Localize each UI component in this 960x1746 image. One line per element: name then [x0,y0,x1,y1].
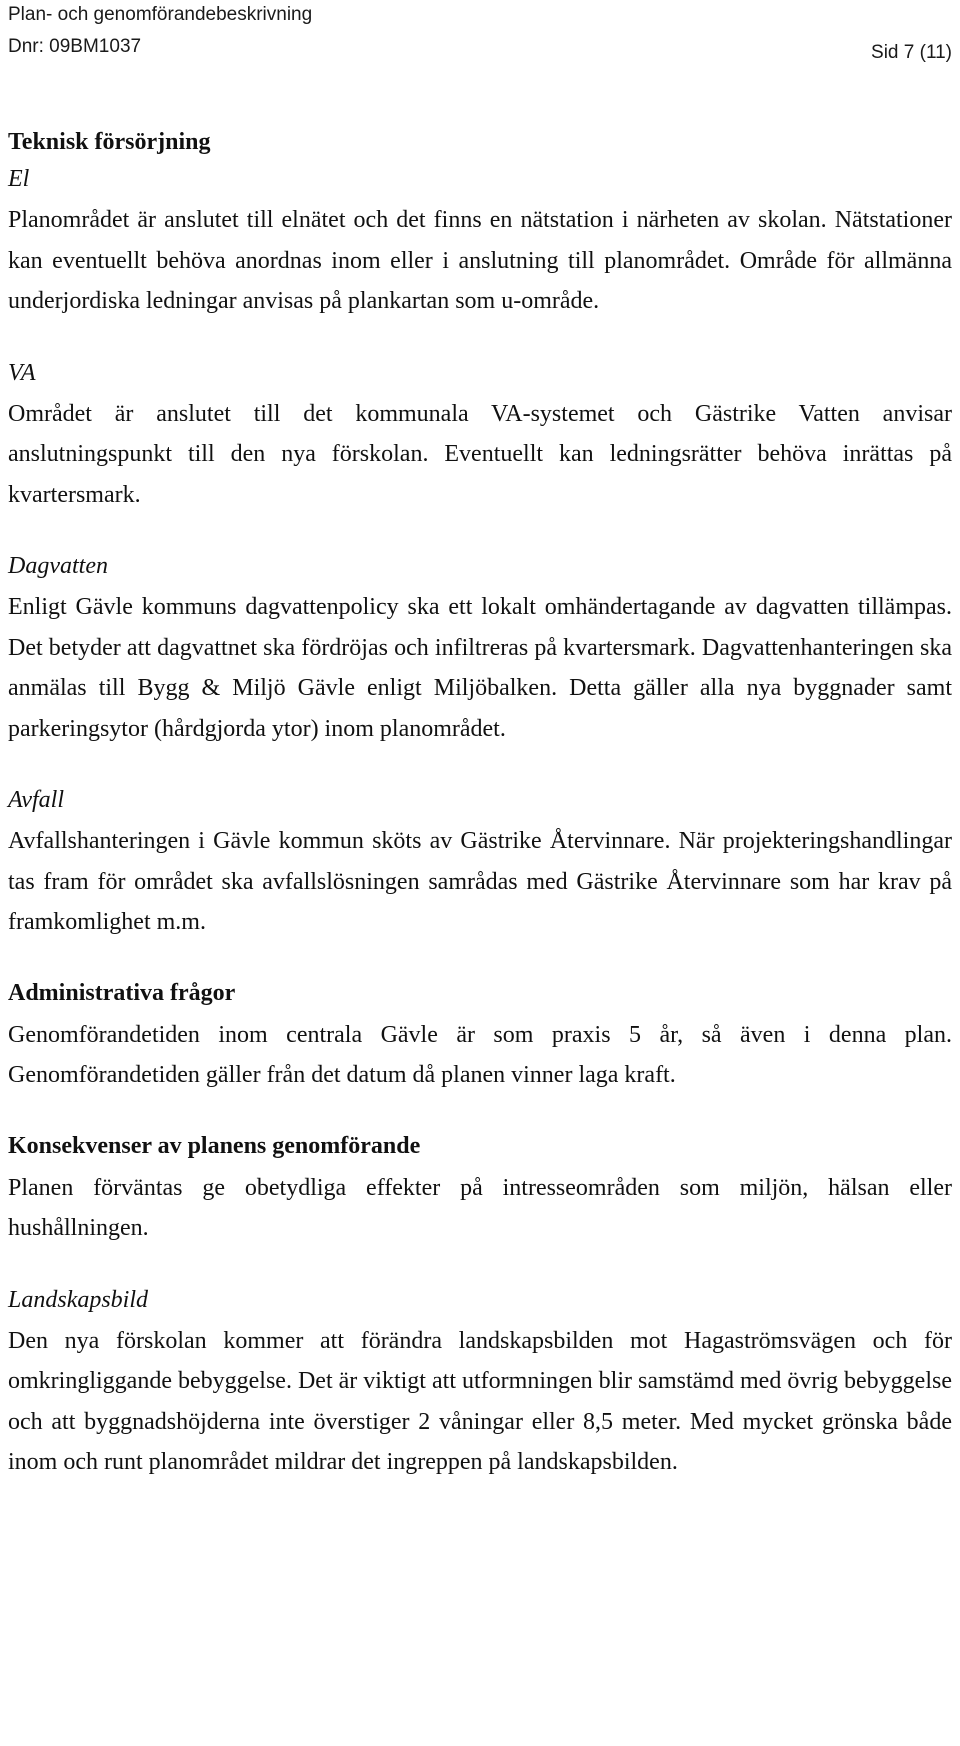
page-number: Sid 7 (11) [871,42,952,63]
paragraph: Enligt Gävle kommuns dagvattenpolicy ska ett lokalt omhändertagande av dagvatten tillämpas. Det betyder att dagvattnet ska fördröjas och infiltreras på kvartersmark. Dagvattenhanteringen ska anmälas till Bygg & Miljö Gävle enligt Miljöbalken. Detta gäller alla nya byggnader samt parkeringsytor (hårdgjorda ytor) inom planområdet. [8,594,952,742]
section-heading: Teknisk försörjning [8,129,211,155]
paragraph: Planen förväntas ge obetydliga effekter på intresseområden som miljön, hälsan eller hushållningen. [8,1174,952,1241]
section-administrativa-fragor [8,979,952,1096]
paragraph: Planområdet är anslutet till elnätet och det finns en nätstation i närheten av skolan. Nätstationer kan eventuellt behöva anordnas inom eller i anslutning till planområdet. Område för allmänna underjordiska ledningar anvisas på plankartan som u-område. [8,207,952,314]
subsection-el [8,164,952,322]
section-konsekvenser [8,1132,952,1483]
document-title: Plan- och genomförandebeskrivning [8,4,313,25]
paragraph: Genomförandetiden inom centrala Gävle är som praxis 5 år, så även i denna plan. Genomförandetiden gäller från det datum då planen vinner laga kraft. [8,1021,952,1088]
subsection-va [8,358,952,516]
section-heading: Administrativa frågor [8,979,236,1006]
paragraph: Avfallshanteringen i Gävle kommun sköts av Gästrike Återvinnare. När projekteringshandlingar tas fram för området ska avfallslösningen samrådas med Gästrike Återvinnare som har krav på framkomlighet m.m. [8,828,952,935]
paragraph: Området är anslutet till det kommunala VA-systemet och Gästrike Vatten anvisar anslutningspunkt till den nya förskolan. Eventuellt kan ledningsrätter behöva inrättas på kvartersmark. [8,400,952,508]
subsection-heading: Avfall [8,787,64,813]
paragraph: Den nya förskolan kommer att förändra landskapsbilden mot Hagaströmsvägen och för omkringliggande bebyggelse. Det är viktigt att utformningen blir samstämd med övrig bebyggelse och att byggnadshöjderna inte överstiger 2 våningar eller 8,5 meter. Med mycket grönska både inom och runt planområdet mildrar det ingreppen på landskapsbilden. [8,1327,952,1475]
konsekvenser-intro [8,1132,952,1249]
subsection-heading: El [8,166,30,192]
section-heading: Konsekvenser av planens genomförande [8,1132,421,1159]
document-body [8,128,952,1483]
section-teknisk-forsorjning [8,128,952,943]
subsection-dagvatten [8,551,952,749]
subsection-avfall [8,785,952,943]
document-number: Dnr: 09BM1037 [8,36,142,57]
subsection-heading: Dagvatten [8,553,108,579]
subsection-landskapsbild [8,1285,952,1483]
subsection-heading: Landskapsbild [8,1286,149,1313]
page-header [8,0,952,72]
subsection-heading: VA [8,359,36,386]
